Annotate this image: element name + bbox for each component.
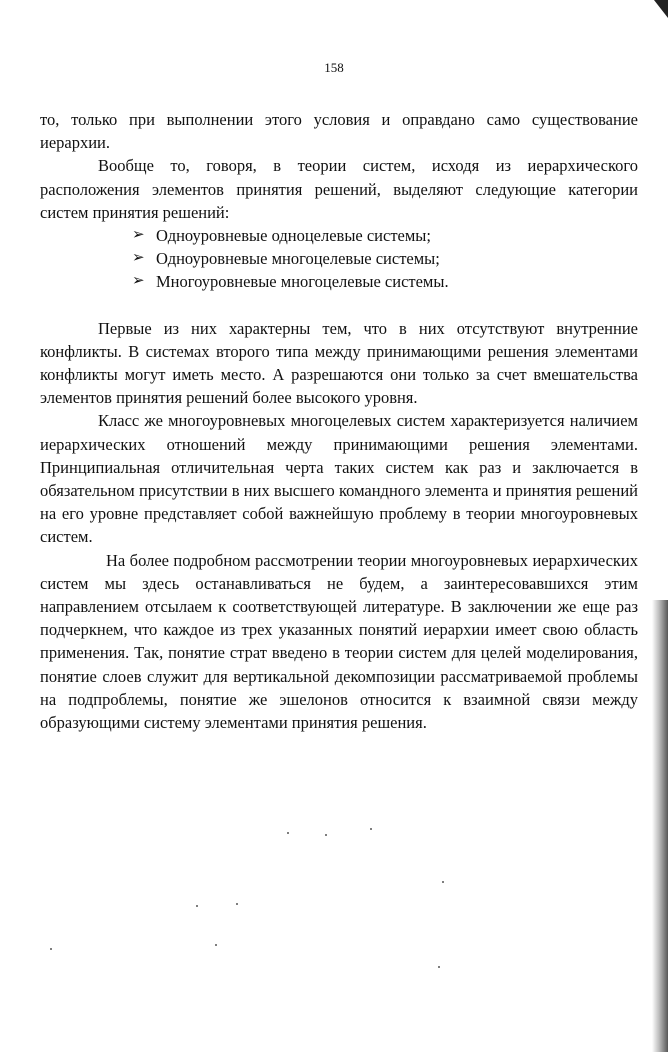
scan-speck <box>442 881 444 883</box>
categories-list <box>40 224 638 294</box>
scan-speck <box>287 832 289 834</box>
list-item <box>132 224 638 247</box>
arrow-bullet-icon: ➢ <box>132 227 145 244</box>
list-item-label: Одноуровневые многоцелевые системы; <box>156 249 440 269</box>
paragraph-conflicts: Первые из них характерны тем, что в них отсутствуют внутренние конфликты. В системах второго типа между принимающими решения элементами конфликты могут иметь место. А разрешаются они только за счет вмешательства элементов принятия решений более высокого уровня. <box>40 318 638 408</box>
scan-edge-shadow <box>652 600 668 1052</box>
scan-speck <box>370 828 372 830</box>
page-number: 158 <box>324 60 344 75</box>
scan-speck <box>325 834 327 836</box>
list-item <box>132 247 638 270</box>
paragraph-multilevel-class: Класс же многоуровневых многоцелевых систем характеризуется наличием иерархических отношений между принимающими решения элементами. Принципиальная отличительная черта таких систем как раз и заключается в обязательном присутствии в них высшего командного элемента и принятия решений на его уровне представляет собой важнейшую проблему в теории многоуровневых систем. <box>40 411 638 547</box>
scan-corner-artifact <box>654 0 668 18</box>
scan-speck <box>236 903 238 905</box>
page-body <box>40 108 638 734</box>
list-item-label: Многоуровневые многоцелевые системы. <box>156 272 449 292</box>
scan-speck <box>50 948 52 950</box>
paragraph-categories-intro: Вообще то, говоря, в теории систем, исходя из иерархического расположения элементов принятия решений, выделяют следующие категории систем принятия решений: <box>40 156 638 222</box>
scan-speck <box>438 966 440 968</box>
list-item <box>132 270 638 293</box>
paragraph-continuation: то, только при выполнении этого условия и оправдано само существование иерархии. <box>40 110 638 153</box>
arrow-bullet-icon: ➢ <box>132 250 145 267</box>
list-item-label: Одноуровневые одноцелевые системы; <box>156 226 431 246</box>
arrow-bullet-icon: ➢ <box>132 273 145 290</box>
scan-speck <box>196 905 198 907</box>
scan-speck <box>215 944 217 946</box>
paragraph-conclusion: На более подробном рассмотрении теории многоуровневых иерархических систем мы здесь останавливаться не будем, а заинтересовавшихся этим направлением отсылаем к соответствующей литературе. В заключении же еще раз подчеркнем, что каждое из трех указанных понятий иерархии имеет свою область применения. Так, понятие страт введено в теории систем для целей моделирования, понятие слоев служит для вертикальной декомпозиции рассматриваемой проблемы на подпроблемы, понятие же эшелонов относится к взаимной связи между образующими систему элементами принятия решения. <box>40 550 638 733</box>
